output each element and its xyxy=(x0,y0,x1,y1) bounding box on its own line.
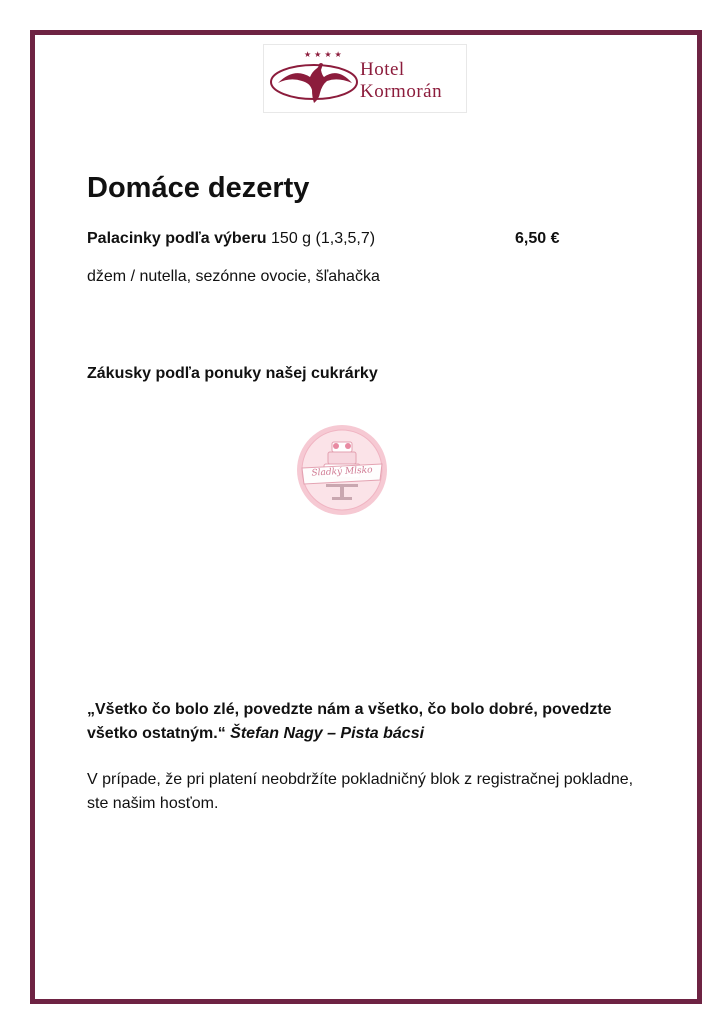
menu-item xyxy=(87,230,567,248)
quote-text: „Všetko čo bolo zlé, povedzte nám a všetko, čo bolo dobré, povedzte všetko ostatným.“ xyxy=(87,701,612,742)
section-title: Domáce dezerty xyxy=(87,172,310,204)
quote-author: Štefan Nagy – Pista bácsi xyxy=(230,725,425,742)
item-weight: 150 g (1,3,5,7) xyxy=(271,230,376,247)
cakes-line: Zákusky podľa ponuky našej cukrárky xyxy=(87,365,378,382)
receipt-note: V prípade, že pri platení neobdržíte pokladničný blok z registračnej pokladne, ste našim hosťom. xyxy=(87,771,634,812)
logo-line-1: Hotel xyxy=(360,59,405,80)
rating-stars: ★★★★ xyxy=(304,50,345,59)
bakery-logo xyxy=(296,424,388,516)
item-price: 6,50 € xyxy=(515,230,560,247)
hotel-logo xyxy=(263,44,467,113)
bakery-name: Sladký Mlsko xyxy=(311,465,373,479)
item-description: džem / nutella, sezónne ovocie, šľahačka xyxy=(87,268,380,285)
quote-block xyxy=(87,698,647,746)
logo-line-2: Kormorán xyxy=(360,81,443,102)
item-name: Palacinky podľa výberu xyxy=(87,230,267,247)
